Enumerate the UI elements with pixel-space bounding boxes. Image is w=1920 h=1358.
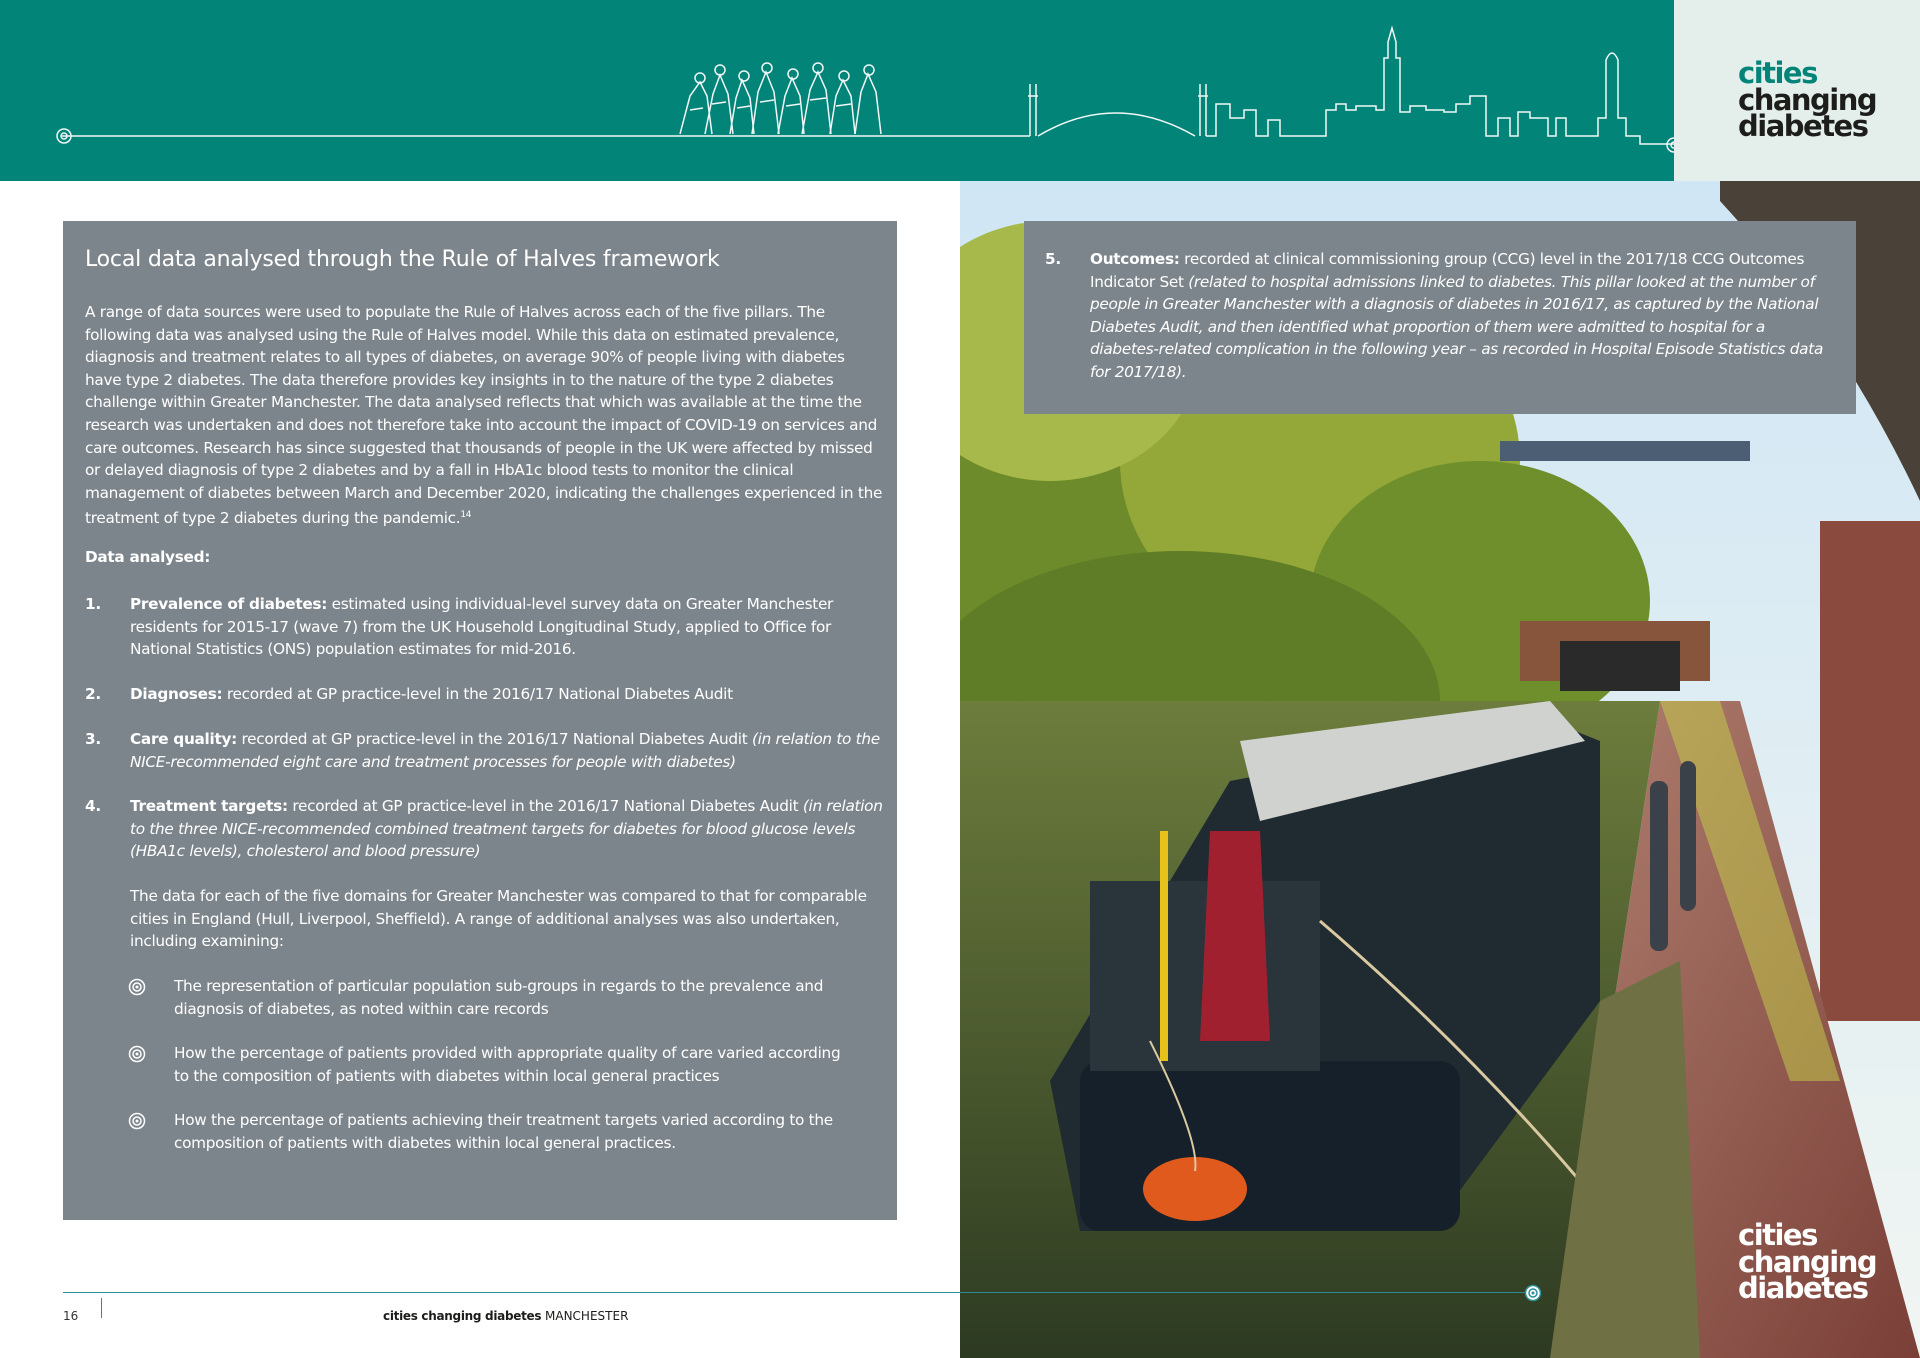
rule-of-halves-panel <box>63 221 897 1220</box>
list-number: 5. <box>1045 250 1061 268</box>
list-number: 2. <box>85 685 101 703</box>
logo-line-diabetes: diabetes <box>1738 109 1868 144</box>
footer-city: MANCHESTER <box>541 1309 629 1323</box>
bullet-text: How the percentage of patients provided with appropriate quality of care varied according to the composition of patients with diabetes within local general practices <box>174 1044 841 1085</box>
list-note: (related to hospital admissions linked to diabetes. This pillar looked at the number of people in Greater Manchester with a diagnosis of diabetes in 2016/17, as captured by the National Diabetes Audit, and then identified what proportion of them were admitted to hospital for a diabetes-related complication in the following year – as recorded in Hospital Episode Statistics data for 2017/18). <box>1090 272 1824 381</box>
list-body <box>130 795 890 863</box>
list-number: 4. <box>85 797 101 815</box>
list-number: 1. <box>85 595 101 613</box>
list-body <box>130 593 890 661</box>
list-body <box>130 683 890 706</box>
comparison-paragraph: The data for each of the five domains for Greater Manchester was compared to that for comparable cities in England (Hull, Liverpool, Sheffield). A range of additional analyses was also undertaken, including examining: <box>130 887 867 951</box>
list-label: Prevalence of diabetes: <box>130 595 328 613</box>
outcomes-panel <box>1024 221 1856 414</box>
list-body <box>130 728 890 773</box>
header-banner <box>0 0 1674 181</box>
target-bullet-icon <box>128 978 146 1003</box>
footnote-ref: 14 <box>460 510 472 521</box>
footer-target-icon <box>1524 1284 1542 1306</box>
footer-divider <box>101 1298 102 1318</box>
list-label: Diagnoses: <box>130 685 223 703</box>
city-skyline-illustration <box>0 0 1674 181</box>
target-bullet-icon <box>128 1112 146 1137</box>
list-label: Treatment targets: <box>130 797 288 815</box>
list-text: estimated using individual-level survey data on Greater Manchester residents for 2015-17 (wave 7) from the UK Household Longitudinal Study, applied to Office for National Statistics (ONS) population estimates for mid-2016. <box>130 595 834 659</box>
logo-line-cities: cities <box>1738 56 1817 90</box>
list-note: (in relation to the three NICE-recommended combined treatment targets for diabetes for blood glucose levels (HBA1c levels), cholesterol and blood pressure) <box>130 797 883 861</box>
intro-paragraph <box>85 301 885 530</box>
list-body <box>1090 248 1830 384</box>
page-number: 16 <box>63 1309 79 1323</box>
panel-title: Local data analysed through the Rule of Halves framework <box>85 247 720 272</box>
intro-text: A range of data sources were used to populate the Rule of Halves across each of the five pillars. The following data was analysed using the Rule of Halves model. While this data on estimated prevalence, diagnosis and treatment relates to all types of diabetes, on average 90% of people living with diabetes have type 2 diabetes. The data therefore provides key insights in to the nature of the type 2 diabetes challenge within Greater Manchester. The data analysed reflects that which was available at the time the research was undertaken and does not therefore take into account the impact of COVID-19 on services and care outcomes. Research has since suggested that thousands of people in the UK were affected by missed or delayed diagnosis of type 2 diabetes and by a fall in HbA1c blood tests to monitor the clinical management of diabetes between March and December 2020, indicating the challenges experienced in the treatment of type 2 diabetes during the pandemic. <box>85 303 883 528</box>
footer-rule <box>63 1292 1533 1293</box>
target-bullet-icon <box>128 1045 146 1070</box>
logo-line-cities: cities <box>1738 1218 1817 1252</box>
bullet-text: The representation of particular population sub-groups in regards to the prevalence and diagnosis of diabetes, as noted within care records <box>174 977 824 1018</box>
list-text: recorded at GP practice-level in the 2016/17 National Diabetes Audit <box>222 685 733 703</box>
list-text: recorded at GP practice-level in the 2016/17 National Diabetes Audit <box>236 730 752 748</box>
list-text: recorded at clinical commissioning group (CCG) level in the 2017/18 CCG Outcomes Indicator Set <box>1090 250 1805 291</box>
list-number: 3. <box>85 730 101 748</box>
data-analysed-heading: Data analysed: <box>85 548 211 566</box>
list-label: Care quality: <box>130 730 237 748</box>
list-text: recorded at GP practice-level in the 2016/17 National Diabetes Audit <box>287 797 799 815</box>
list-note: (in relation to the NICE-recommended eight care and treatment processes for people with diabetes) <box>130 730 880 771</box>
list-label: Outcomes: <box>1090 250 1180 268</box>
footer-brand <box>383 1309 628 1323</box>
logo-line-changing: changing <box>1738 1244 1877 1279</box>
bullet-text: How the percentage of patients achieving their treatment targets varied according to the composition of patients with diabetes within local general practices. <box>174 1111 833 1152</box>
footer-brand-name: cities changing diabetes <box>383 1309 542 1323</box>
brand-logo <box>1738 56 1877 144</box>
logo-line-diabetes: diabetes <box>1738 1271 1868 1306</box>
brand-logo-footer <box>1738 1218 1877 1306</box>
logo-line-changing: changing <box>1738 82 1877 117</box>
